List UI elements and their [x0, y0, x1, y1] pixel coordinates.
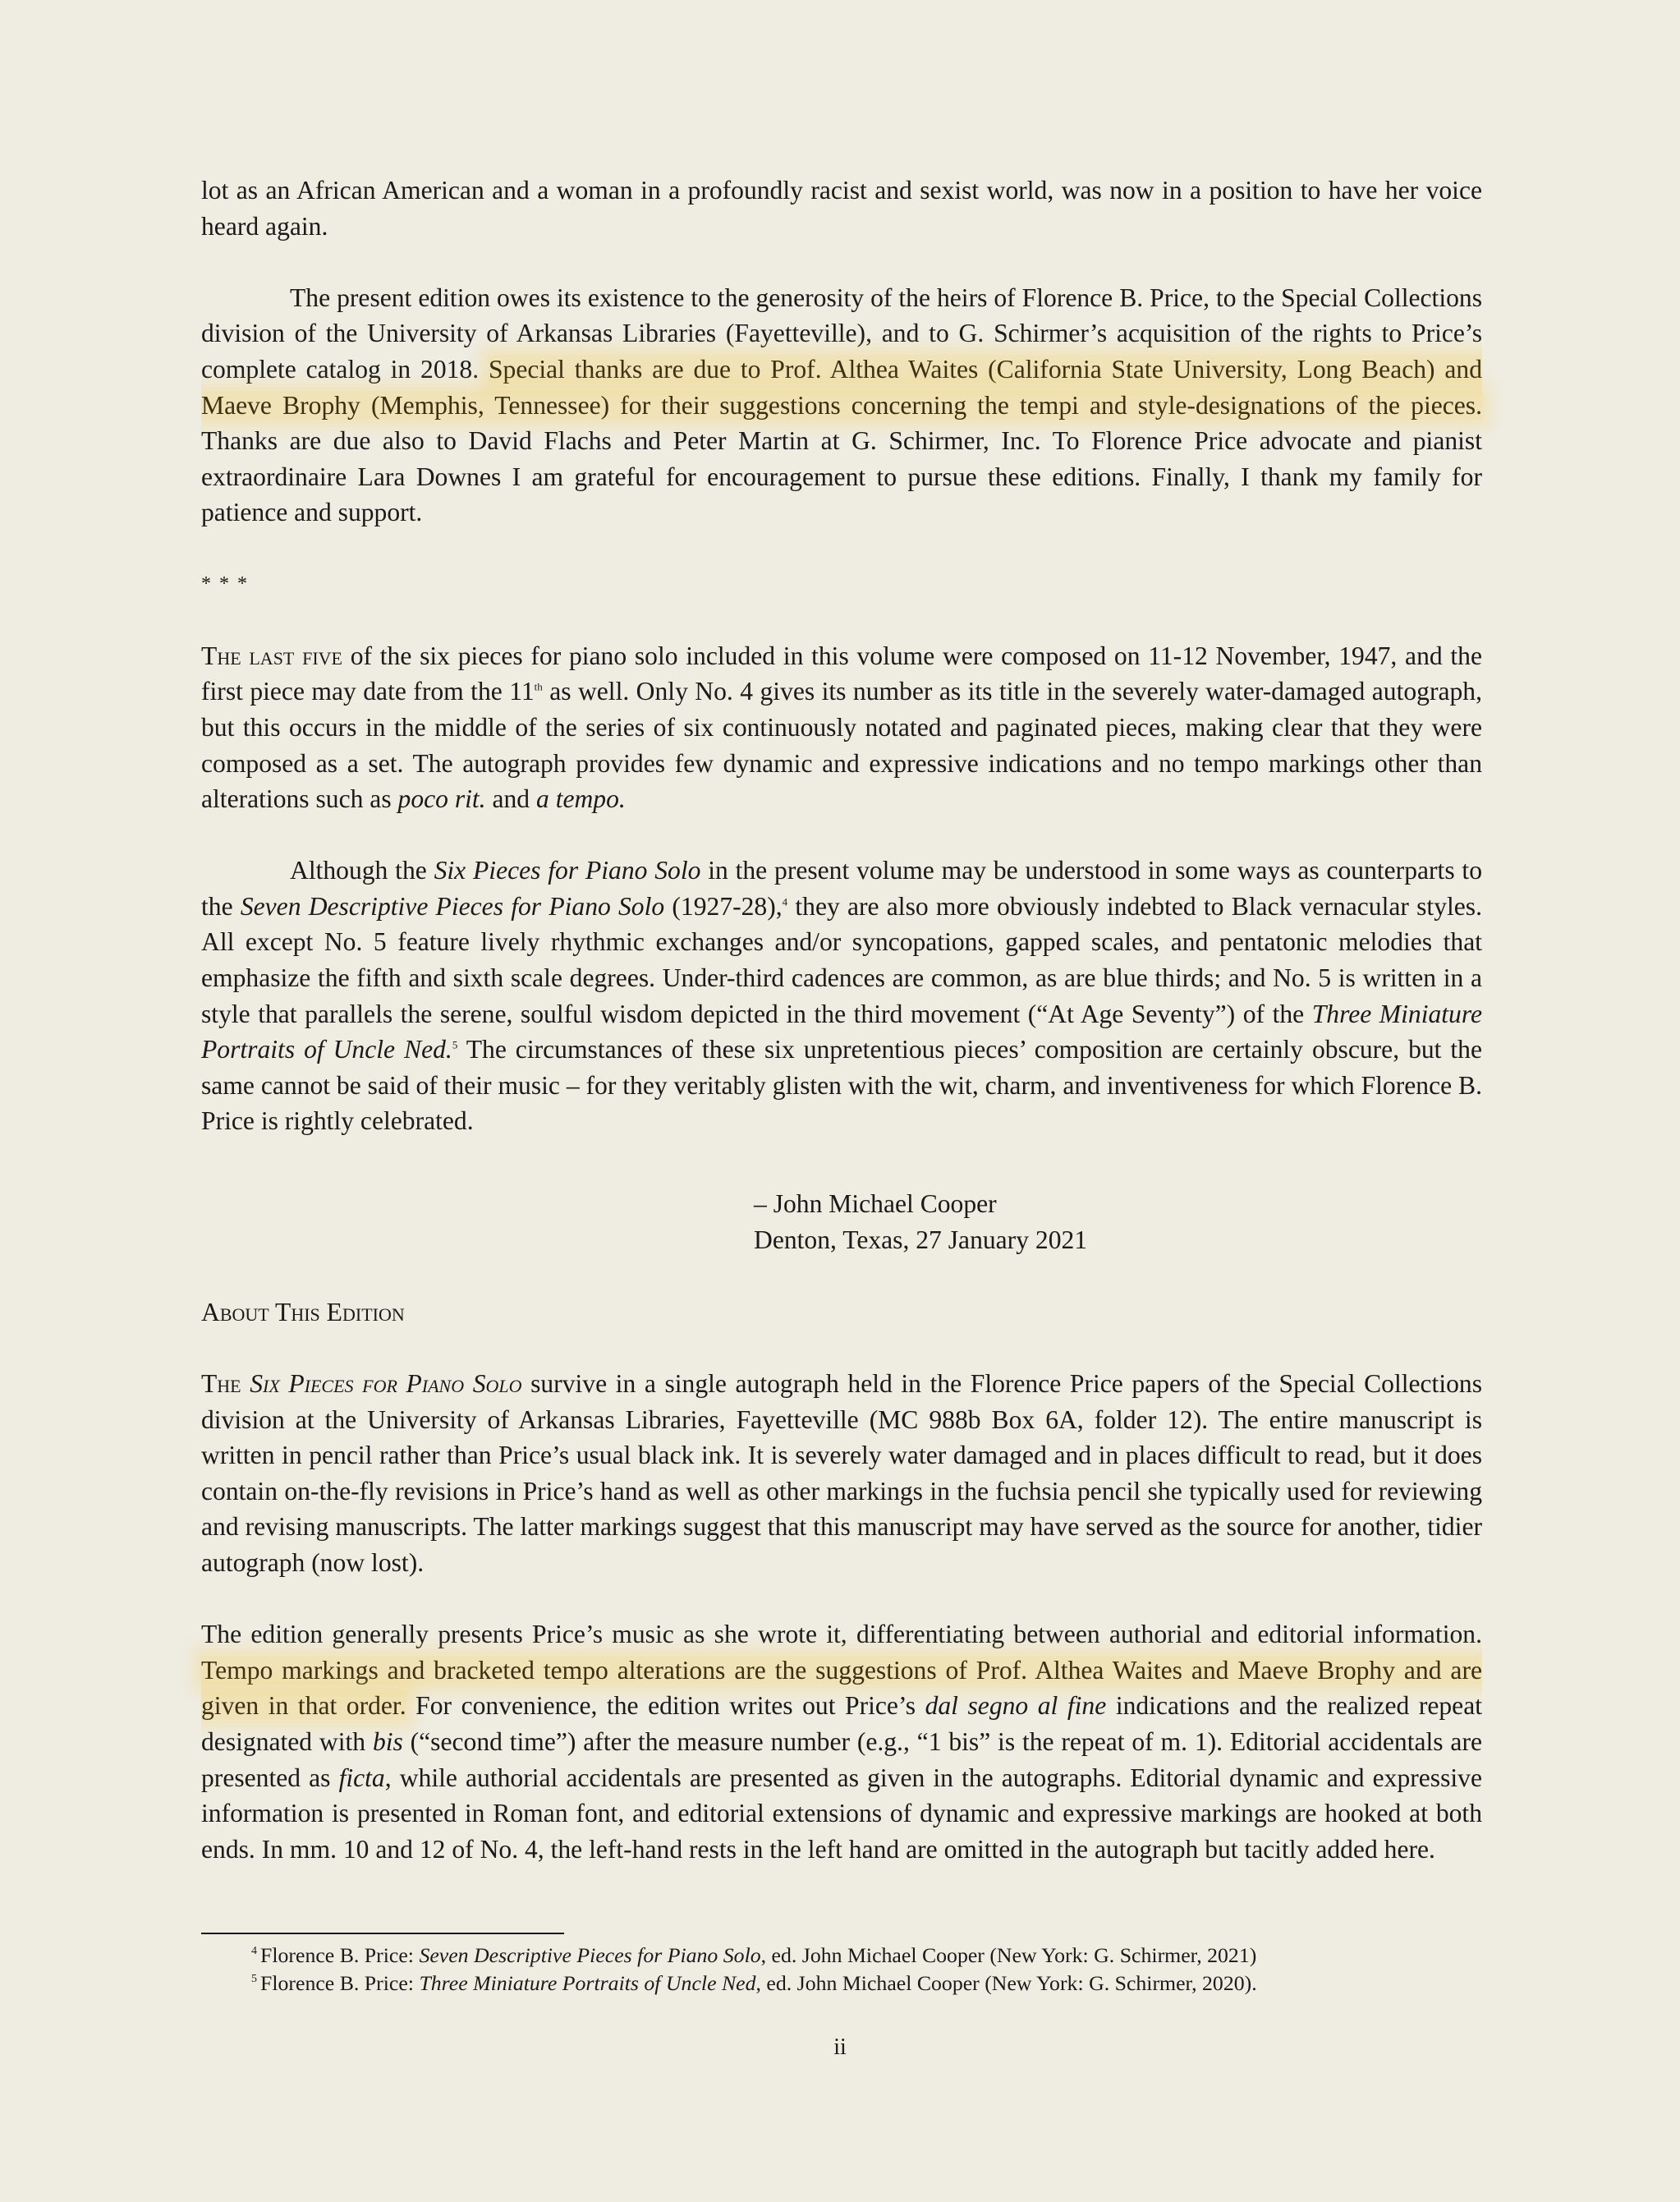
paragraph-style: Although the Six Pieces for Piano Solo in the present volume may be understood in some ways as counterparts to the Seven Descriptive Pieces for Piano Solo (1927-28),$^4$ they are also more obviously indebted to Black vernacular styles. All except No. 5 feature lively rhythmic exchanges and/or syncopations, gapped scales, and pentatonic melodies that emphasize the fifth and sixth scale degrees. Under-third cadences are common, as are blue thirds; and No. 5 is written in a style that parallels the serene, soulful wisdom depicted in the third movement (“At Age Seventy”) of the Three Miniature Portraits of Uncle Ned.$^5$ The circumstances of these six unpretentious pieces’ composition are certainly obscure, but the same cannot be said of their music – for they veritably glisten with the wit, charm, and inventiveness for which Florence B. Price is rightly celebrated.	[201, 856, 1483, 1136]
paragraph-acknowledgements: The present edition owes its existence to the generosity of the heirs of Florence B. Price, to the Special Collections division of the University of Arkansas Libraries (Fayetteville), and to G. Schirmer’s acquisition of the rights to Price’s complete catalog in 2018. Special thanks are due to Prof. Althea Waites (California State University, Long Beach) and Maeve Brophy (Memphis, Tennessee) for their suggestions concerning the tempi and style-designations of the pieces. Thanks are due also to David Flachs and Peter Martin at G. Schirmer, Inc. To Florence Price advocate and pianist extraordinaire Lara Downes I am grateful for encouragement to pursue these editions. Finally, I thank my family for patience and support.	[201, 283, 1482, 527]
signature-block	[754, 1186, 1087, 1257]
footnote-5: $^5$ Florence B. Price: Three Miniature Portraits of Uncle Ned, ed. John Michael Cooper (New York: G. Schirmer, 2020).	[251, 1971, 1257, 1995]
footnote-ref-5[interactable]: 5	[452, 1038, 458, 1051]
footnotes	[251, 1942, 1483, 1997]
footnote-rule	[201, 1933, 564, 1934]
place-date: Denton, Texas, 27 January 2021	[754, 1225, 1088, 1254]
section-divider: * * *	[201, 572, 249, 595]
paragraph-continuation: lot as an African American and a woman in a profoundly racist and sexist world, was now in a position to have her voice heard again.	[201, 176, 1482, 241]
highlighted-text: Tempo markings and bracketed tempo alterations are the suggestions of Prof. Althea Waites and Maeve Brophy and are given in that order.	[201, 1655, 1482, 1721]
section-heading: About This Edition	[201, 1298, 405, 1326]
body-text-top	[201, 172, 1482, 1139]
paragraph-source: The Six Pieces for Piano Solo survive in a single autograph held in the Florence Price papers of the Special Collections division at the University of Arkansas Libraries, Fayetteville (MC 988b Box 6A, folder 12). The entire manuscript is written in pencil rather than Price’s usual black ink. It is severely water damaged and in places difficult to read, but it does contain on-the-fly revisions in Price’s hand as well as other markings in the fuchsia pencil she typically used for reviewing and revising manuscripts. The latter markings suggest that this manuscript may have served as the source for another, tidier autograph (now lost).	[201, 1369, 1482, 1577]
body-text-about	[201, 1366, 1482, 1867]
footnote-4: $^4$ Florence B. Price: Seven Descriptive Pieces for Piano Solo, ed. John Michael Cooper (New York: G. Schirmer, 2021)	[251, 1943, 1257, 1967]
author-name: – John Michael Cooper	[754, 1189, 997, 1218]
page-number: ii	[833, 2034, 847, 2060]
highlighted-text: Special thanks are due to Prof. Althea Waites (California State University, Long Beach) and Maeve Brophy (Memphis, Tennessee) for their suggestions concerning the tempi and style-designations of the pieces.	[201, 354, 1482, 420]
paragraph-editorial-method: The edition generally presents Price’s music as she wrote it, differentiating between authorial and editorial information. Tempo markings and bracketed tempo alterations are the suggestions of Prof. Althea Waites and Maeve Brophy and are given in that order. For convenience, the edition writes out Price’s dal segno al fine indications and the realized repeat designated with bis (“second time”) after the measure number (e.g., “1 bis” is the repeat of m. 1). Editorial accidentals are presented as ficta, while authorial accidentals are presented as given in the autographs. Editorial dynamic and expressive information is presented in Roman font, and editorial extensions of dynamic and expressive markings are hooked at both ends. In mm. 10 and 12 of No. 4, the left-hand rests in the left hand are omitted in the autograph but tacitly added here.	[201, 1620, 1482, 1864]
paragraph-composition: The last five of the six pieces for piano solo included in this volume were composed on 11-12 November, 1947, and the first piece may date from the 11th as well. Only No. 4 gives its number as its title in the severely water-damaged autograph, but this occurs in the middle of the series of six continuously notated and paginated pieces, making clear that they were composed as a set. The autograph provides few dynamic and expressive indications and no tempo markings other than alterations such as poco rit. and a tempo.	[201, 641, 1482, 814]
footnote-ref-4[interactable]: 4	[782, 895, 788, 908]
